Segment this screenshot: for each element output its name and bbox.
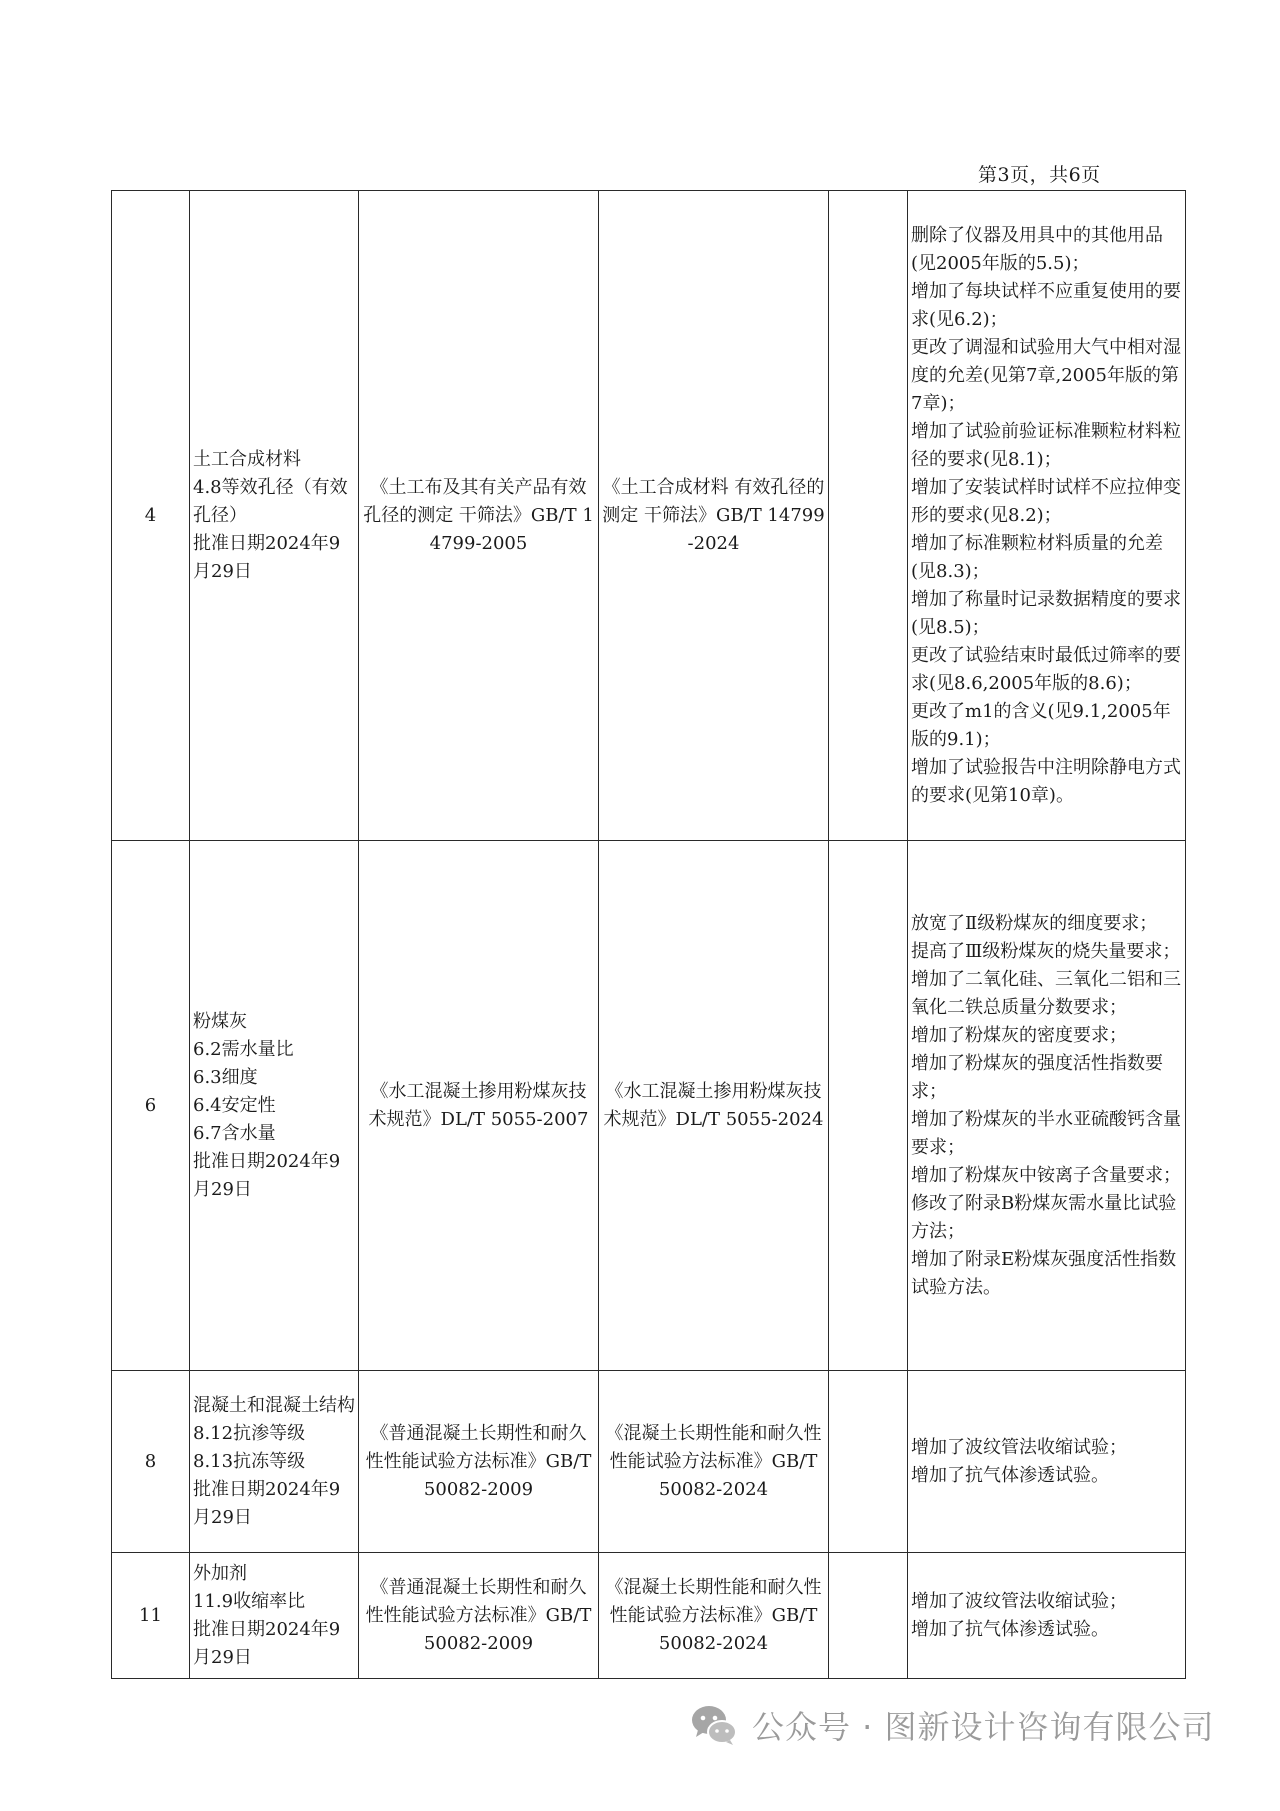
change-line: 更改了m1的含义(见9.1,2005年版的9.1)； <box>911 700 1171 750</box>
watermark-text: 公众号 · 图新设计咨询有限公司 <box>752 1708 1215 1746</box>
new-standard-cell: 《土工合成材料 有效孔径的测定 干筛法》GB/T 14799-2024 <box>599 191 829 841</box>
item-line: 11.9收缩率比 <box>193 1590 306 1612</box>
changes-cell <box>908 1553 1186 1679</box>
item-line: 6.2需水量比 <box>193 1038 294 1060</box>
item-line: 6.7含水量 <box>193 1122 276 1144</box>
change-line: 更改了试验结束时最低过筛率的要求(见8.6,2005年版的8.6)； <box>911 644 1181 694</box>
change-line: 放宽了Ⅱ级粉煤灰的细度要求； <box>911 912 1158 934</box>
change-line: 增加了抗气体渗透试验。 <box>911 1464 1109 1486</box>
item-line: 8.13抗冻等级 <box>193 1450 306 1472</box>
changes-cell <box>908 1371 1186 1553</box>
item-cell <box>190 841 359 1371</box>
change-line: 增加了波纹管法收缩试验； <box>911 1436 1127 1458</box>
change-line: 更改了调湿和试验用大气中相对湿度的允差(见第7章,2005年版的第7章)； <box>911 336 1181 414</box>
change-line: 增加了粉煤灰的强度活性指数要求； <box>911 1052 1163 1102</box>
item-cell <box>190 1371 359 1553</box>
change-line: 增加了附录E粉煤灰强度活性指数试验方法。 <box>911 1248 1177 1298</box>
watermark <box>690 1702 1215 1748</box>
item-line: 土工合成材料 <box>193 448 301 470</box>
note-cell <box>829 1371 908 1553</box>
changes-cell <box>908 191 1186 841</box>
old-standard-cell: 《水工混凝土掺用粉煤灰技术规范》DL/T 5055-2007 <box>359 841 599 1371</box>
item-line: 6.3细度 <box>193 1066 258 1088</box>
item-line: 4.8等效孔径（有效孔径） <box>193 476 348 526</box>
table-row <box>112 841 1186 1371</box>
note-cell <box>829 1553 908 1679</box>
change-line: 增加了波纹管法收缩试验； <box>911 1590 1127 1612</box>
page-number: 第3页，共6页 <box>978 164 1101 186</box>
change-line: 增加了安装试样时试样不应拉伸变形的要求(见8.2)； <box>911 476 1181 526</box>
change-line: 修改了附录B粉煤灰需水量比试验方法； <box>911 1192 1177 1242</box>
item-line: 批准日期2024年9月29日 <box>193 1618 341 1668</box>
row-number: 4 <box>112 191 190 841</box>
change-line: 增加了每块试样不应重复使用的要求(见6.2)； <box>911 280 1181 330</box>
wechat-icon <box>690 1703 738 1747</box>
item-cell <box>190 191 359 841</box>
item-line: 批准日期2024年9月29日 <box>193 1478 341 1528</box>
table-body <box>112 191 1186 1679</box>
old-standard-cell: 《普通混凝土长期性和耐久性性能试验方法标准》GB/T 50082-2009 <box>359 1371 599 1553</box>
note-cell <box>829 841 908 1371</box>
new-standard-cell: 《水工混凝土掺用粉煤灰技术规范》DL/T 5055-2024 <box>599 841 829 1371</box>
change-line: 增加了称量时记录数据精度的要求(见8.5)； <box>911 588 1181 638</box>
table-row <box>112 191 1186 841</box>
change-line: 增加了试验报告中注明除静电方式的要求(见第10章)。 <box>911 756 1181 806</box>
table-row <box>112 1371 1186 1553</box>
new-standard-cell: 《混凝土长期性能和耐久性性能试验方法标准》GB/T 50082-2024 <box>599 1371 829 1553</box>
change-line: 增加了标准颗粒材料质量的允差(见8.3)； <box>911 532 1163 582</box>
item-line: 粉煤灰 <box>193 1010 247 1032</box>
item-line: 批准日期2024年9月29日 <box>193 532 341 582</box>
old-standard-cell: 《普通混凝土长期性和耐久性性能试验方法标准》GB/T 50082-2009 <box>359 1553 599 1679</box>
item-line: 混凝土和混凝土结构 <box>193 1394 355 1416</box>
standards-table <box>111 190 1186 1679</box>
change-line: 增加了粉煤灰的密度要求； <box>911 1024 1127 1046</box>
change-line: 删除了仪器及用具中的其他用品(见2005年版的5.5)； <box>911 224 1163 274</box>
note-cell <box>829 191 908 841</box>
row-number: 11 <box>112 1553 190 1679</box>
item-line: 外加剂 <box>193 1562 247 1584</box>
item-line: 批准日期2024年9月29日 <box>193 1150 341 1200</box>
change-line: 增加了试验前验证标准颗粒材料粒径的要求(见8.1)； <box>911 420 1181 470</box>
row-number: 8 <box>112 1371 190 1553</box>
change-line: 增加了粉煤灰中铵离子含量要求； <box>911 1164 1181 1186</box>
item-cell <box>190 1553 359 1679</box>
new-standard-cell: 《混凝土长期性能和耐久性性能试验方法标准》GB/T 50082-2024 <box>599 1553 829 1679</box>
table-row <box>112 1553 1186 1679</box>
item-line: 6.4安定性 <box>193 1094 276 1116</box>
item-line: 8.12抗渗等级 <box>193 1422 306 1444</box>
row-number: 6 <box>112 841 190 1371</box>
change-line: 提高了Ⅲ级粉煤灰的烧失量要求； <box>911 940 1181 962</box>
change-line: 增加了粉煤灰的半水亚硫酸钙含量要求； <box>911 1108 1181 1158</box>
old-standard-cell: 《土工布及其有关产品有效孔径的测定 干筛法》GB/T 14799-2005 <box>359 191 599 841</box>
change-line: 增加了二氧化硅、三氧化二铝和三氧化二铁总质量分数要求； <box>911 968 1181 1018</box>
change-line: 增加了抗气体渗透试验。 <box>911 1618 1109 1640</box>
changes-cell <box>908 841 1186 1371</box>
